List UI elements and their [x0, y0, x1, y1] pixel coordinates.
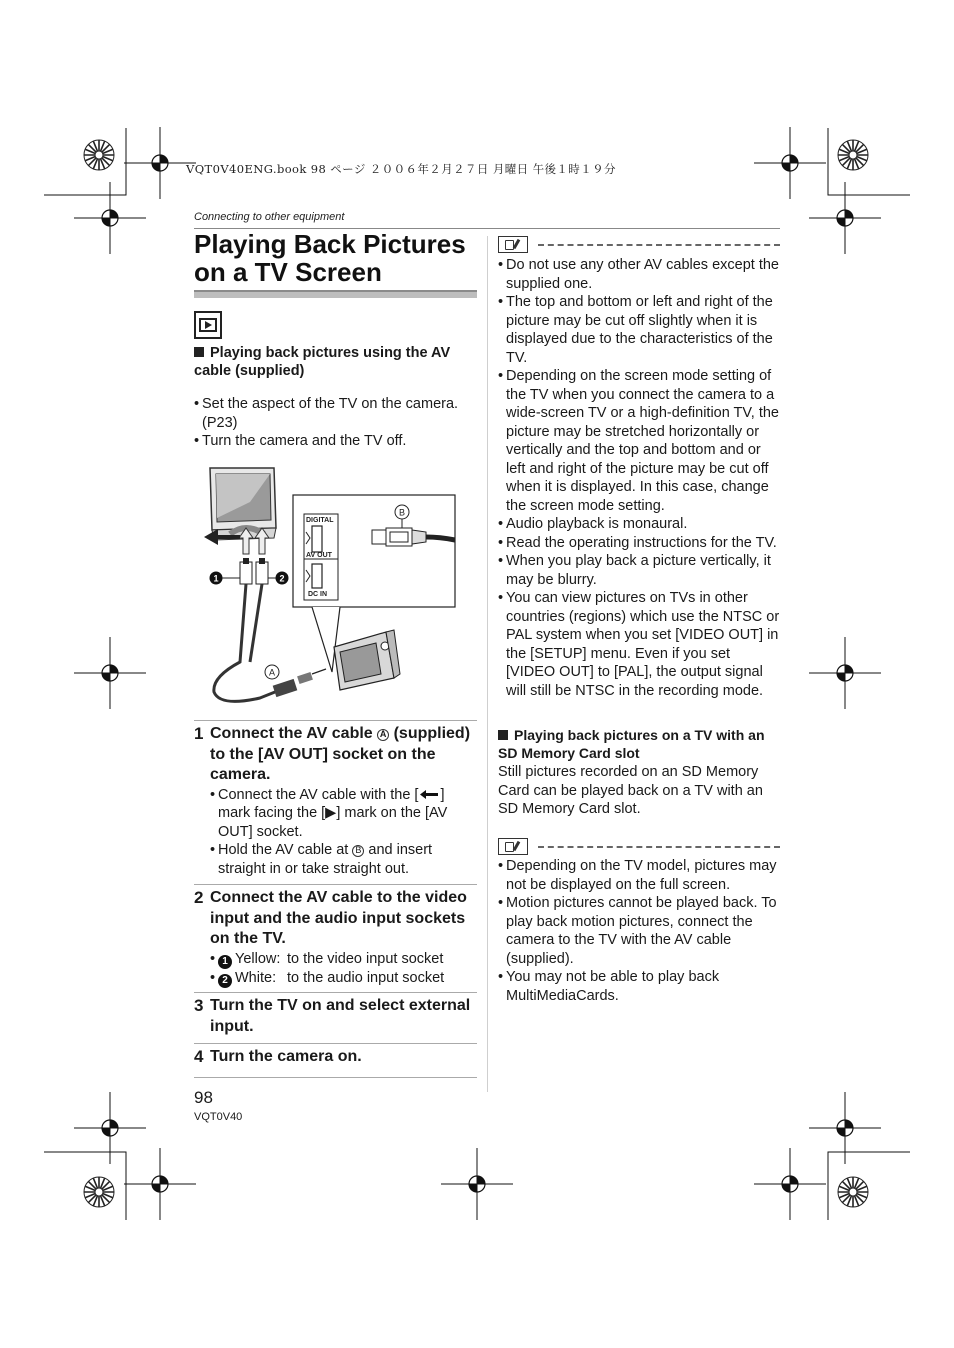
page-title: Playing Back Pictures on a TV Screen — [194, 229, 466, 287]
playback-mode-icon — [194, 311, 222, 339]
list-item: • When you play back a picture vertically, it may be blurry. — [498, 552, 782, 589]
svg-text:2: 2 — [279, 573, 285, 584]
list-item: • Depending on the screen mode setting of the TV when you connect the camera to a wide-screen TV or a high-definition TV, the picture may be stretched horizontally or vertically and the top and bottom and or left and right of the picture may be cut off when it is displayed. In this case, change the screen mode setting. — [498, 367, 782, 515]
callout-b-mark: B — [352, 845, 364, 857]
step-3: 3 Turn the TV on and select external input. — [194, 992, 477, 1037]
callout-2 — [268, 572, 289, 585]
svg-text:AV OUT: AV OUT — [306, 552, 332, 559]
sd-text: Still pictures recorded on an SD Memory Card can be played back on a TV with an SD Memory Card slot. — [498, 764, 763, 817]
sd-heading: Playing back pictures on a TV with an SD Memory Card slot — [498, 727, 765, 761]
list-item: • 1 Yellow: to the video input socket — [210, 950, 477, 969]
callout-1-mark: 1 — [218, 955, 232, 969]
connection-diagram — [200, 462, 465, 712]
svg-text:DC IN: DC IN — [308, 591, 328, 598]
list-item: • Turn the camera and the TV off. — [194, 432, 479, 451]
callout-1 — [210, 572, 241, 585]
square-bullet-icon — [498, 730, 508, 740]
list-item: • You may not be able to play back MultiMediaCards. — [498, 968, 782, 1005]
note-icon — [498, 838, 528, 855]
step-4: 4 Turn the camera on. — [194, 1043, 477, 1078]
note-icon — [498, 236, 528, 253]
callout-a-mark: A — [377, 729, 389, 741]
section-label: Connecting to other equipment — [194, 211, 345, 223]
prep-list — [194, 395, 479, 451]
list-item: • Do not use any other AV cables except the supplied one. — [498, 256, 782, 293]
callout-a — [265, 665, 279, 679]
step-2: 2 Connect the AV cable to the video input and the audio input sockets on the TV. • 1 Yellow: to the video input socket • 2 White: to the audio input socket — [194, 884, 477, 988]
svg-text:B: B — [398, 507, 406, 518]
title-underline — [194, 290, 477, 298]
print-header: VQT0V40ENG.book 98 ページ ２００６年２月２７日 月曜日 午後１時１９分 — [186, 162, 616, 176]
list-item: • 2 White: to the audio input socket — [210, 969, 477, 988]
list-item: • You can view pictures on TVs in other countries (regions) which use the NTSC or PAL system when you set [VIDEO OUT] in the [SETUP] menu. Even if you set [VIDEO OUT] to [PAL], the output signal will still be NTSC in the recording mode. — [498, 589, 782, 700]
page-number: 98 — [194, 1088, 213, 1107]
list-item: • Hold the AV cable at B and insert straight in or take straight out. — [210, 841, 477, 878]
svg-text:1: 1 — [213, 573, 219, 584]
list-item: • Audio playback is monaural. — [498, 515, 782, 534]
svg-text:DIGITAL: DIGITAL — [306, 517, 334, 524]
page-code: VQT0V40 — [194, 1111, 243, 1123]
note-header-2 — [498, 838, 780, 856]
square-bullet-icon — [194, 347, 204, 357]
notes-list-1 — [498, 256, 782, 700]
note-header-1 — [498, 236, 780, 254]
list-item: • Set the aspect of the TV on the camera. (P23) — [194, 395, 479, 432]
step-2-bullets — [194, 950, 477, 989]
av-cable-subheading: Playing back pictures using the AV cable (supplied) — [194, 345, 451, 379]
tv-illustration — [210, 468, 276, 540]
notes-list-2 — [498, 857, 782, 1005]
list-item: • The top and bottom or left and right of the picture may be cut off slightly when it is displayed due to the characteristics of the TV. — [498, 293, 782, 367]
step-1-bullets — [194, 786, 477, 879]
list-item: • Motion pictures cannot be played back. To play back motion pictures, connect the camera to the TV with the AV cable (supplied). — [498, 894, 782, 968]
list-item: • Read the operating instructions for the TV. — [498, 534, 782, 553]
column-divider — [487, 236, 488, 1092]
list-item: • Connect the AV cable with the [ ] mark facing the [▶] mark on the [AV OUT] socket. — [210, 786, 477, 842]
list-item: • Depending on the TV model, pictures may not be displayed on the full screen. — [498, 857, 782, 894]
plug-arrow-icon — [418, 789, 440, 800]
callout-2-mark: 2 — [218, 974, 232, 988]
step-1: 1 Connect the AV cable A (supplied) to the [AV OUT] socket on the camera. • Connect the AV cable with the [ ] mark facing the [▶] mark on the [AV OUT] socket. • Hold the AV cable at B and insert straight in or take straight out. — [194, 720, 477, 878]
svg-text:A: A — [268, 667, 276, 678]
